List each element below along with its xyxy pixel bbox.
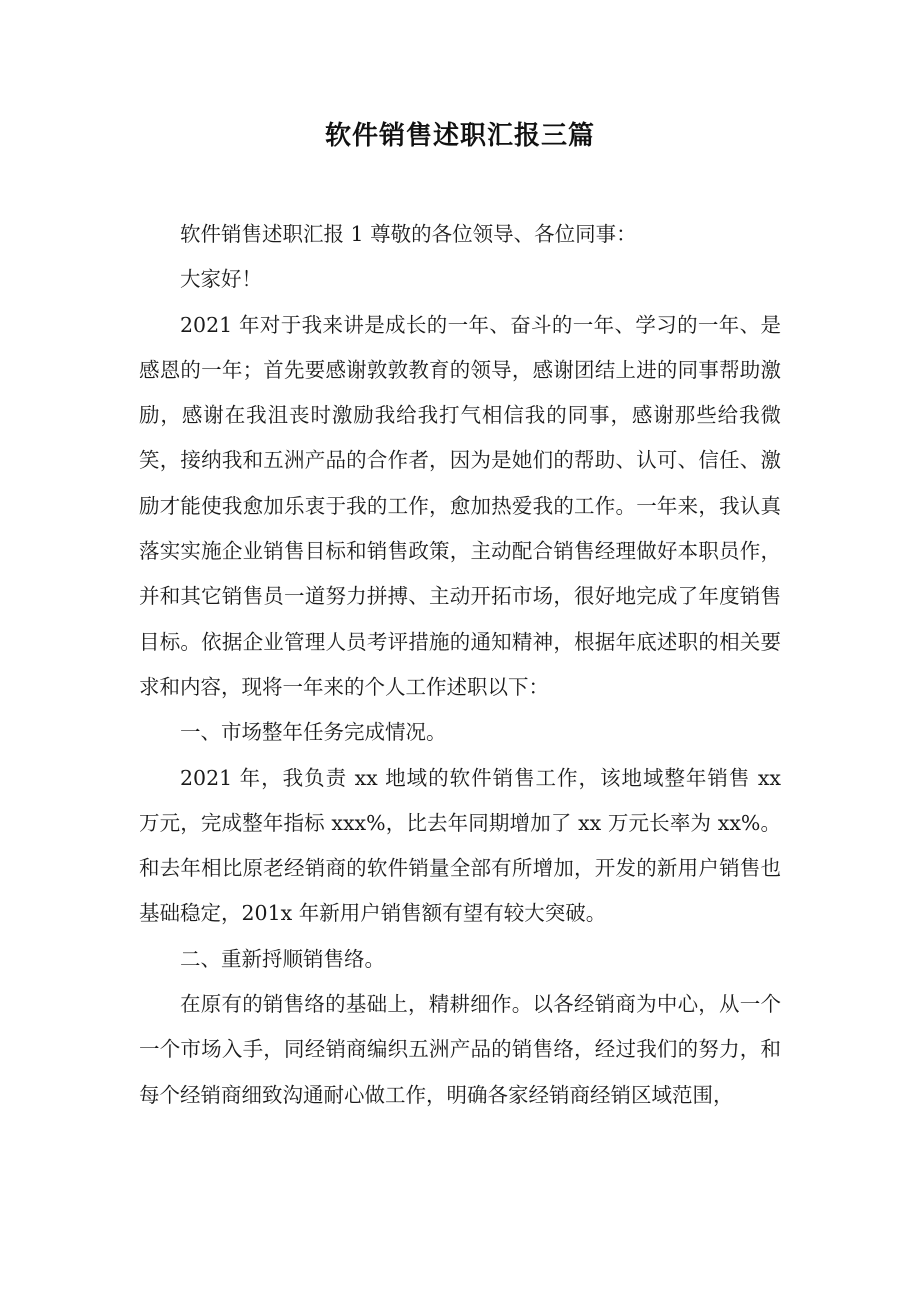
section-heading-1: 一、市场整年任务完成情况。 <box>180 720 447 745</box>
paragraph-intro: 2021 年对于我来讲是成长的一年、奋斗的一年、学习的一年、是感恩的一年；首先要感谢敦敦教育的领导，感谢团结上进的同事帮助激励，感谢在我沮丧时激励我给我打气相信我的同事，感谢那些给我微笑，接纳我和五洲产品的合作者，因为是她们的帮助、认可、信任、激励才能使我愈加乐衷于我的工作，愈加热爱我的工作。一年来，我认真落实实施企业销售目标和销售政策，主动配合销售经理做好本职员作，并和其它销售员一道努力拼搏、主动开拓市场，很好地完成了年度销售目标。依据企业管理人员考评措施的通知精神，根据年底述职的相关要求和内容，现将一年来的个人工作述职以下： <box>139 312 781 699</box>
paragraph-section-1: 2021 年，我负责 xx 地域的软件销售工作，该地域整年销售 xx 万元，完成整年指标 xxx%，比去年同期增加了 xx 万元长率为 xx%。和去年相比原老经销商的软件销量全部有所增加，开发的新用户销售也基础稳定，201x 年新用户销售额有望有较大突破。 <box>139 765 781 926</box>
document-title: 软件销售述职汇报三篇 <box>324 121 595 151</box>
document-body <box>139 212 781 1118</box>
section-heading-2: 二、重新捋顺销售络。 <box>180 946 385 971</box>
paragraph-section-2: 在原有的销售络的基础上，精耕细作。以各经销商为中心，从一个一个市场入手，同经销商编织五洲产品的销售络，经过我们的努力，和每个经销商细致沟通耐心做工作，明确各家经销商经销区域范围， <box>139 992 781 1107</box>
paragraph-greeting: 大家好！ <box>180 267 262 292</box>
paragraph-salutation: 软件销售述职汇报 1 尊敬的各位领导、各位同事： <box>180 222 637 246</box>
